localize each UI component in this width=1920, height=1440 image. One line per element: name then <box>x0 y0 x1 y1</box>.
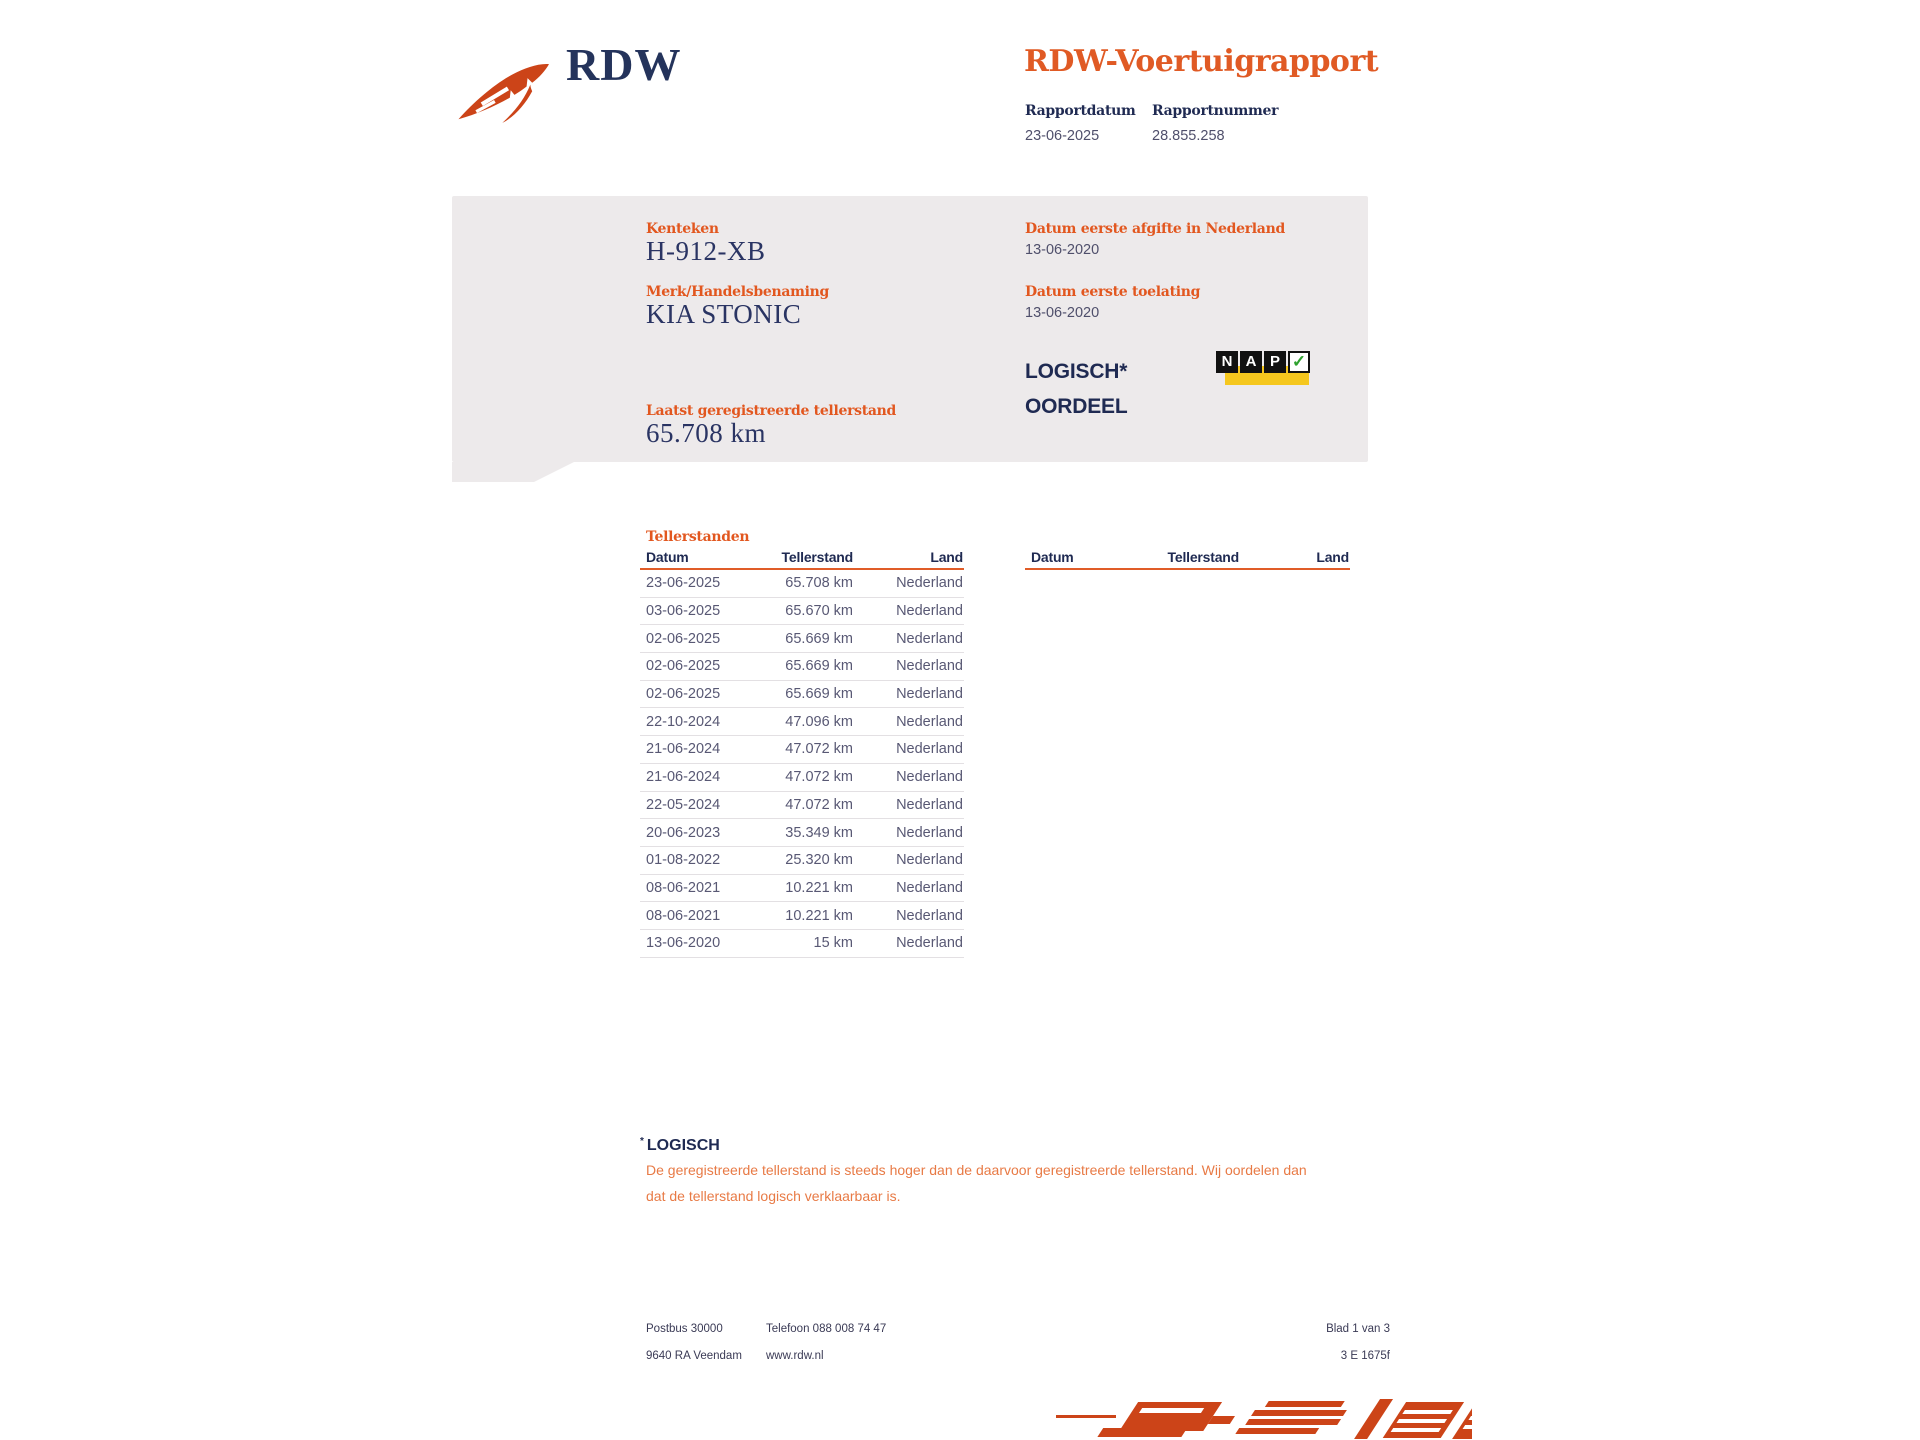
cell-land: Nederland <box>896 824 963 841</box>
table-row <box>640 847 964 875</box>
column-header-land-2: Land <box>1316 549 1349 565</box>
footnote-title-text: LOGISCH <box>646 1137 720 1154</box>
cell-land: Nederland <box>896 879 963 896</box>
column-header-tellerstand-2: Tellerstand <box>1167 549 1239 565</box>
cell-datum: 21-06-2024 <box>646 769 721 786</box>
table-row <box>640 736 964 764</box>
footnote-text-line1: De geregistreerde tellerstand is steeds hoger dan de daarvoor geregistreerde tellerstand. Wij oordelen dan <box>646 1162 1307 1178</box>
table-row <box>640 792 964 820</box>
cell-land: Nederland <box>896 852 963 869</box>
cell-datum: 21-06-2024 <box>646 741 721 758</box>
cell-datum: 22-10-2024 <box>646 713 721 730</box>
report-date-value: 23-06-2025 <box>1025 128 1100 144</box>
nap-letter-p: P <box>1264 351 1286 373</box>
cell-tellerstand: 35.349 km <box>785 824 853 841</box>
cell-land: Nederland <box>896 935 963 952</box>
cell-land: Nederland <box>896 907 963 924</box>
column-header-datum-2: Datum <box>1031 549 1074 565</box>
merk-value: KIA STONIC <box>646 299 802 329</box>
table-row <box>640 598 964 626</box>
footer-phone: Telefoon 088 008 74 47 <box>766 1323 887 1335</box>
cell-land: Nederland <box>896 769 963 786</box>
cell-land: Nederland <box>896 686 963 703</box>
report-title: RDW-Voertuigrapport <box>1024 44 1379 79</box>
cell-tellerstand: 47.096 km <box>785 713 853 730</box>
table-row <box>640 653 964 681</box>
oordeel-line2: OORDEEL <box>1025 395 1128 418</box>
cell-tellerstand: 47.072 km <box>785 741 853 758</box>
cell-datum: 01-08-2022 <box>646 852 721 869</box>
cell-datum: 02-06-2025 <box>646 630 721 647</box>
cell-land: Nederland <box>896 741 963 758</box>
cell-datum: 02-06-2025 <box>646 658 721 675</box>
cell-datum: 23-06-2025 <box>646 575 721 592</box>
tellerstand-value: 65.708 km <box>646 418 767 448</box>
footer-page-number: Blad 1 van 3 <box>1326 1323 1390 1335</box>
cell-datum: 13-06-2020 <box>646 935 721 952</box>
cell-land: Nederland <box>896 658 963 675</box>
cell-tellerstand: 25.320 km <box>785 852 853 869</box>
cell-tellerstand: 65.669 km <box>785 658 853 675</box>
afgifte-label: Datum eerste afgifte in Nederland <box>1025 221 1285 237</box>
column-header-land: Land <box>930 549 963 565</box>
cell-land: Nederland <box>896 630 963 647</box>
footer-city: 9640 RA Veendam <box>646 1350 742 1362</box>
kenteken-value: H-912-XB <box>646 236 766 266</box>
footer-page-info <box>1240 1316 1390 1370</box>
cell-tellerstand: 15 km <box>813 935 853 952</box>
merk-label: Merk/Handelsbenaming <box>646 284 830 300</box>
footnote-title <box>640 1136 720 1155</box>
cell-datum: 02-06-2025 <box>646 686 721 703</box>
cell-tellerstand: 65.670 km <box>785 603 853 620</box>
tellerstand-label: Laatst geregistreerde tellerstand <box>646 403 897 419</box>
footer-website: www.rdw.nl <box>766 1350 824 1362</box>
table-row <box>640 902 964 930</box>
cell-datum: 08-06-2021 <box>646 907 721 924</box>
nap-letter-n: N <box>1216 351 1238 373</box>
column-header-datum: Datum <box>646 549 689 565</box>
rdw-wordmark: RDW <box>566 39 682 90</box>
table-row <box>640 708 964 736</box>
table-row <box>640 681 964 709</box>
cell-tellerstand: 47.072 km <box>785 769 853 786</box>
kenteken-label: Kenteken <box>646 221 719 237</box>
mileage-table <box>640 549 964 958</box>
report-date-label: Rapportdatum <box>1025 103 1136 119</box>
cell-land: Nederland <box>896 713 963 730</box>
footer-form-code: 3 E 1675f <box>1340 1350 1390 1362</box>
cell-datum: 22-05-2024 <box>646 796 721 813</box>
cell-land: Nederland <box>896 796 963 813</box>
mileage-table-body <box>640 570 964 958</box>
oordeel-line1: LOGISCH* <box>1025 360 1128 383</box>
toelating-value: 13-06-2020 <box>1025 305 1100 321</box>
nap-check-icon: ✓ <box>1288 351 1310 373</box>
table-row <box>640 570 964 598</box>
cell-land: Nederland <box>896 575 963 592</box>
mileage-table-header <box>640 549 964 570</box>
footnote-asterisk: * <box>640 1136 644 1147</box>
cell-tellerstand: 47.072 km <box>785 796 853 813</box>
cell-datum: 20-06-2023 <box>646 824 721 841</box>
table-row <box>640 764 964 792</box>
footnote-text-line2: dat de tellerstand logisch verklaarbaar is. <box>646 1188 901 1204</box>
table-row <box>640 625 964 653</box>
cell-land: Nederland <box>896 603 963 620</box>
table-row <box>640 875 964 903</box>
cell-tellerstand: 65.669 km <box>785 686 853 703</box>
column-header-tellerstand: Tellerstand <box>781 549 853 565</box>
cell-datum: 03-06-2025 <box>646 603 721 620</box>
mileage-table-continued <box>1025 549 1350 570</box>
cell-tellerstand: 10.221 km <box>785 907 853 924</box>
oordeel-status <box>1025 354 1127 424</box>
cell-tellerstand: 10.221 km <box>785 879 853 896</box>
afgifte-value: 13-06-2020 <box>1025 242 1100 258</box>
toelating-label: Datum eerste toelating <box>1025 284 1201 300</box>
nap-logo-icon <box>1216 351 1312 391</box>
footer-contact <box>766 1316 886 1370</box>
cell-tellerstand: 65.669 km <box>785 630 853 647</box>
nap-letter-a: A <box>1240 351 1262 373</box>
footer-address <box>646 1316 742 1370</box>
cell-datum: 08-06-2021 <box>646 879 721 896</box>
mileage-table-header-2 <box>1025 549 1350 570</box>
footer-postbus: Postbus 30000 <box>646 1323 723 1335</box>
table-row <box>640 930 964 958</box>
rdw-speedlines-icon <box>1046 1396 1472 1440</box>
table-row <box>640 819 964 847</box>
tellerstanden-section-title: Tellerstanden <box>646 529 750 545</box>
rdw-feather-icon <box>452 52 562 136</box>
cell-tellerstand: 65.708 km <box>785 575 853 592</box>
vehicle-summary-panel <box>452 196 1368 462</box>
report-number-value: 28.855.258 <box>1152 128 1225 144</box>
report-number-label: Rapportnummer <box>1152 103 1279 119</box>
